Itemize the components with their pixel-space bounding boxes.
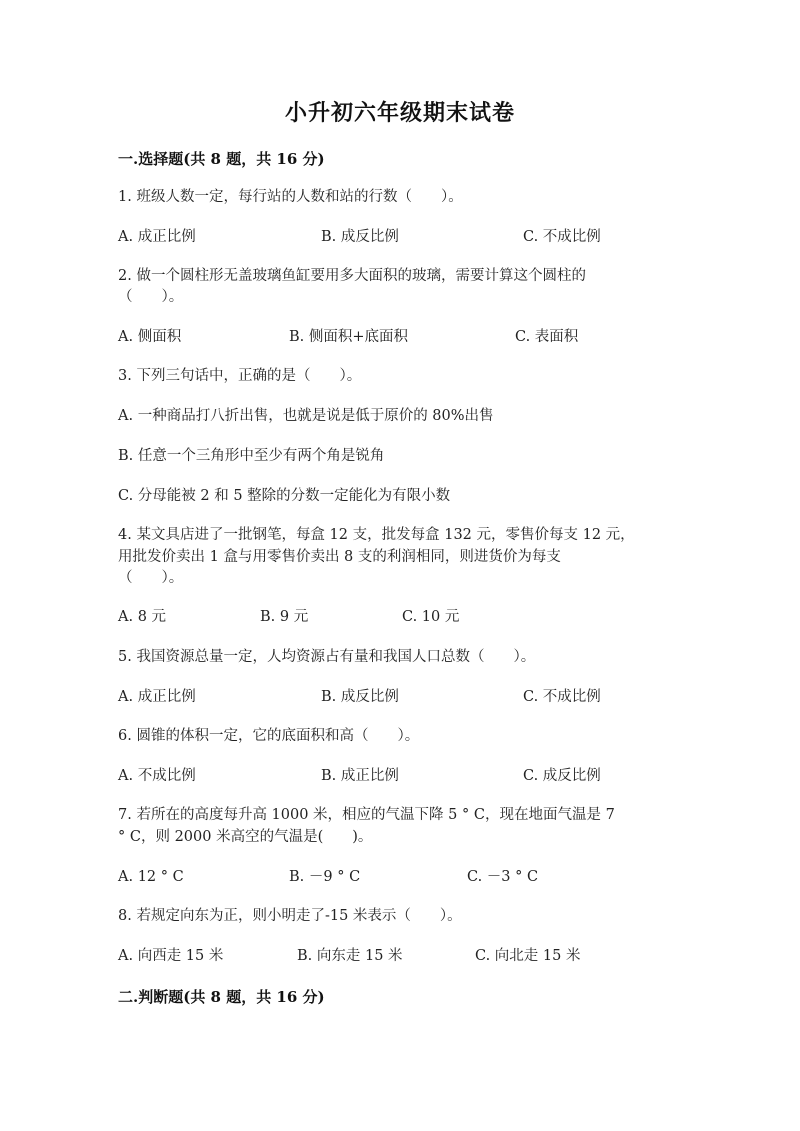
- question-4-text-line-2: 用批发价卖出 1 盒与用零售价卖出 8 支的利润相同，则进货价为每支: [118, 549, 561, 565]
- question-2-text-line-2: （ ）。: [118, 289, 184, 305]
- question-6-option-b: B. 成正比例: [321, 768, 399, 784]
- question-7-option-a: A. 12 ° C: [118, 869, 184, 885]
- question-2-option-a: A. 侧面积: [118, 329, 182, 345]
- question-6-text: 6. 圆锥的体积一定，它的底面积和高（ ）。: [118, 728, 420, 744]
- question-5-option-c: C. 不成比例: [523, 689, 601, 705]
- question-4-text-line-1: 4. 某文具店进了一批钢笔，每盒 12 支，批发每盒 132 元，零售价每支 12 元，: [118, 527, 635, 543]
- question-4-option-c: C. 10 元: [402, 609, 460, 625]
- question-1-option-c: C. 不成比例: [523, 229, 601, 245]
- question-3-text: 3. 下列三句话中，正确的是（ ）。: [118, 368, 362, 384]
- question-3-option-c: C. 分母能被 2 和 5 整除的分数一定能化为有限小数: [118, 488, 451, 504]
- question-1-text: 1. 班级人数一定，每行站的人数和站的行数（ ）。: [118, 189, 463, 205]
- question-7-option-c: C. －3 ° C: [467, 869, 539, 885]
- question-5-option-a: A. 成正比例: [118, 689, 196, 705]
- question-3-option-b: B. 任意一个三角形中至少有两个角是锐角: [118, 448, 385, 464]
- page-title: 小升初六年级期末试卷: [284, 100, 515, 126]
- question-4-option-a: A. 8 元: [118, 609, 167, 625]
- question-4-text-line-3: （ ）。: [118, 570, 184, 586]
- section-heading-judgment: 二.判断题(共 8 题，共 16 分): [118, 988, 325, 1006]
- question-1-option-a: A. 成正比例: [118, 229, 196, 245]
- question-7-option-b: B. －9 ° C: [289, 869, 361, 885]
- question-8-option-a: A. 向西走 15 米: [118, 948, 224, 964]
- question-3-option-a: A. 一种商品打八折出售，也就是说是低于原价的 80%出售: [118, 408, 494, 424]
- question-5-text: 5. 我国资源总量一定，人均资源占有量和我国人口总数（ ）。: [118, 649, 536, 665]
- question-6-option-c: C. 成反比例: [523, 768, 601, 784]
- question-8-text: 8. 若规定向东为正，则小明走了-15 米表示（ ）。: [118, 908, 462, 924]
- question-7-text-line-1: 7. 若所在的高度每升高 1000 米，相应的气温下降 5 ° C，现在地面气温是 7: [118, 807, 615, 823]
- question-8-option-b: B. 向东走 15 米: [297, 948, 403, 964]
- question-2-text-line-1: 2. 做一个圆柱形无盖玻璃鱼缸要用多大面积的玻璃，需要计算这个圆柱的: [118, 268, 586, 284]
- question-2-option-b: B. 侧面积+底面积: [289, 329, 409, 345]
- question-5-option-b: B. 成反比例: [321, 689, 399, 705]
- question-8-option-c: C. 向北走 15 米: [475, 948, 581, 964]
- question-6-option-a: A. 不成比例: [118, 768, 196, 784]
- question-4-option-b: B. 9 元: [260, 609, 309, 625]
- question-7-text-line-2: ° C，则 2000 米高空的气温是( )。: [118, 829, 373, 845]
- section-heading-choice: 一.选择题(共 8 题，共 16 分): [118, 150, 325, 168]
- question-1-option-b: B. 成反比例: [321, 229, 399, 245]
- question-2-option-c: C. 表面积: [515, 329, 579, 345]
